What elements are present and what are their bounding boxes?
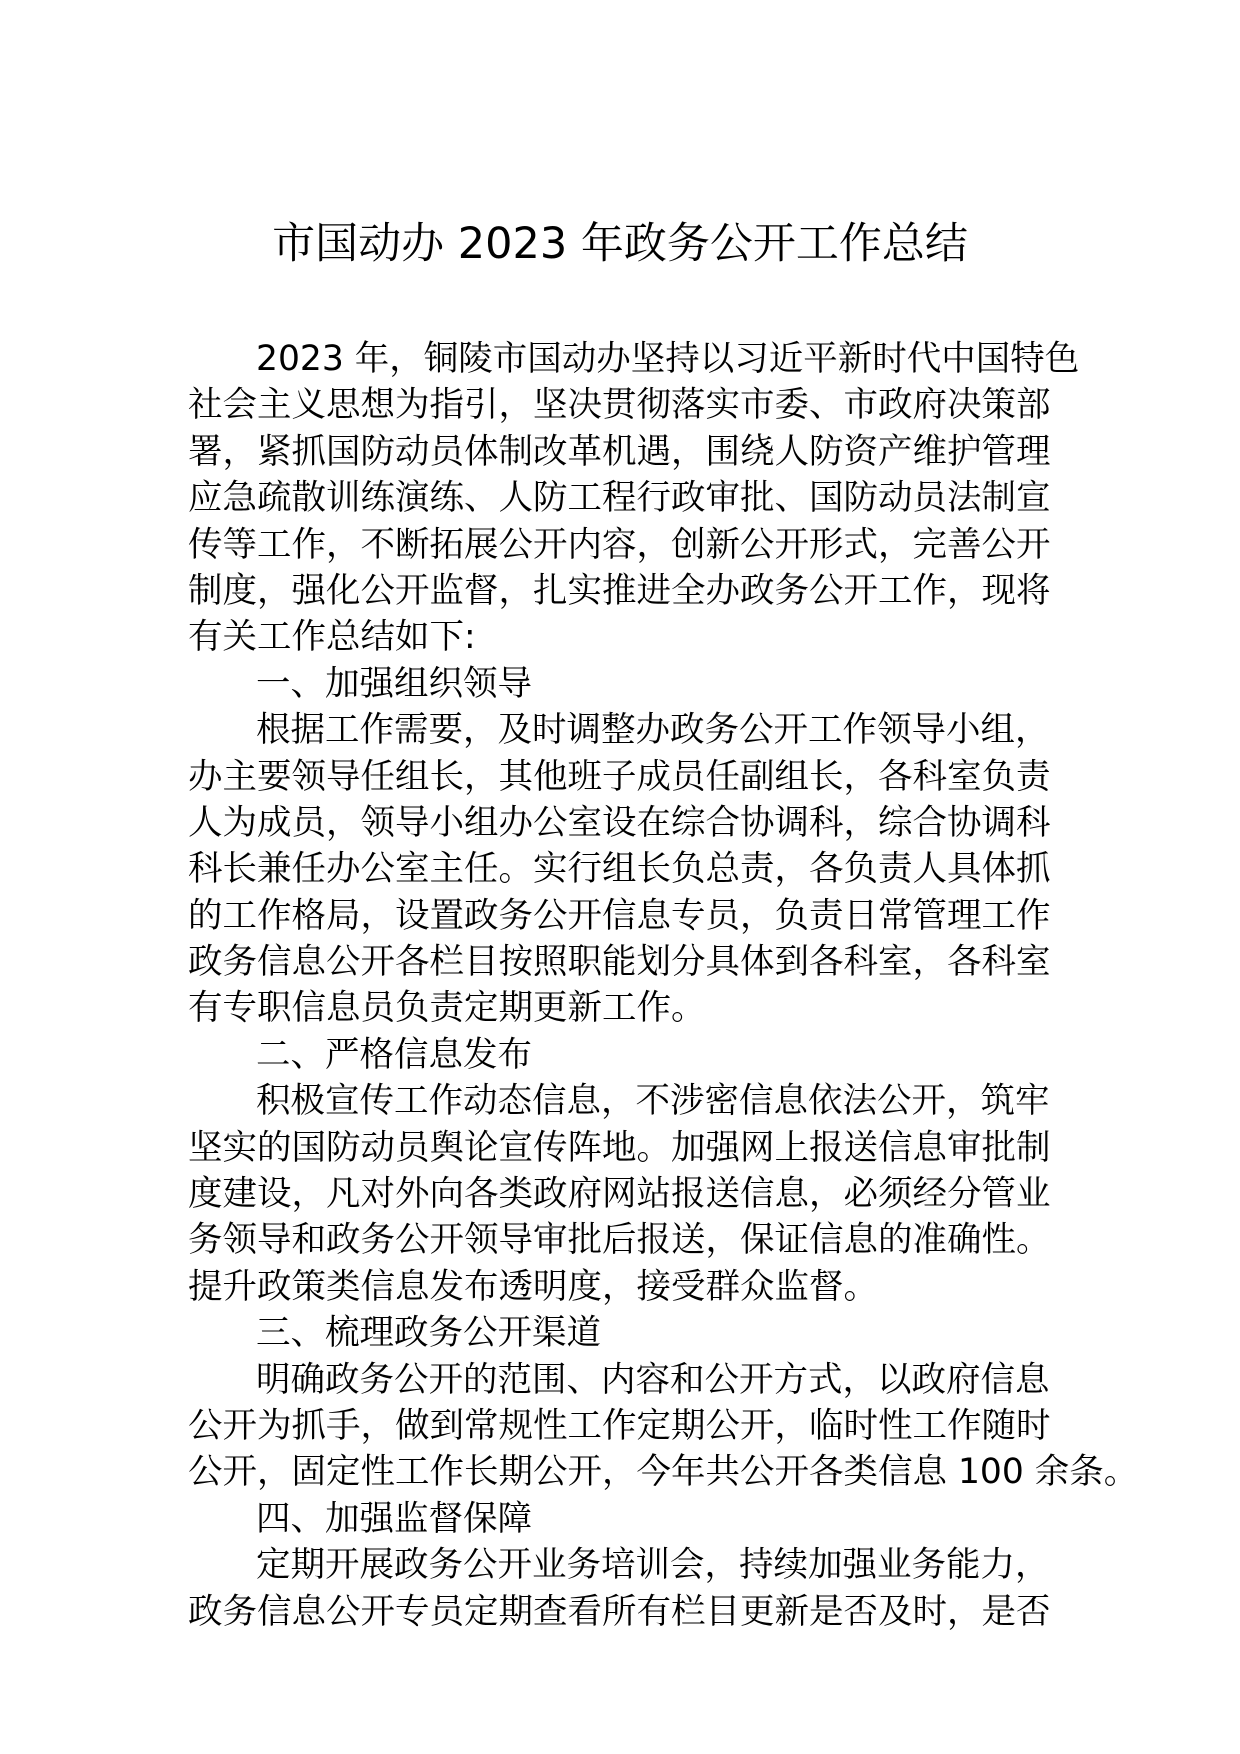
body-line: 署，紧抓国防动员体制改革机遇，围绕人防资产维护管理	[188, 431, 1051, 472]
body-line: 2023 年，铜陵市国动办坚持以习近平新时代中国特色	[256, 339, 1080, 379]
body-line: 的工作格局，设置政务公开信息专员，负责日常管理工作	[188, 895, 1051, 936]
body-line: 定期开展政务公开业务培训会，持续加强业务能力，	[256, 1545, 1050, 1586]
body-line: 度建设，凡对外向各类政府网站报送信息，必须经分管业	[188, 1174, 1051, 1215]
body-line: 科长兼任办公室主任。实行组长负总责，各负责人具体抓	[188, 849, 1051, 890]
body-line: 积极宣传工作动态信息，不涉密信息依法公开，筑牢	[256, 1081, 1050, 1122]
body-line: 政务信息公开专员定期查看所有栏目更新是否及时，是否	[188, 1591, 1051, 1632]
body-line: 应急疏散训练演练、人防工程行政审批、国防动员法制宣	[188, 478, 1051, 519]
body-line: 明确政务公开的范围、内容和公开方式，以政府信息	[256, 1359, 1050, 1400]
body-line: 政务信息公开各栏目按照职能划分具体到各科室，各科室	[188, 942, 1051, 983]
body-line: 提升政策类信息发布透明度，接受群众监督。	[188, 1266, 878, 1307]
body-line: 传等工作，不断拓展公开内容，创新公开形式，完善公开	[188, 524, 1051, 565]
body-line: 一、加强组织领导	[256, 663, 532, 704]
body-line: 办主要领导任组长，其他班子成员任副组长，各科室负责	[188, 756, 1051, 797]
body-line: 制度，强化公开监督，扎实推进全办政务公开工作，现将	[188, 570, 1051, 611]
body-line: 公开为抓手，做到常规性工作定期公开，临时性工作随时	[188, 1405, 1051, 1446]
body-line: 有专职信息员负责定期更新工作。	[188, 988, 706, 1029]
body-line: 有关工作总结如下:	[188, 617, 476, 658]
body-line: 人为成员，领导小组办公室设在综合协调科，综合协调科	[188, 802, 1051, 843]
body-line: 务领导和政务公开领导审批后报送，保证信息的准确性。	[188, 1220, 1051, 1261]
body-line: 四、加强监督保障	[256, 1498, 532, 1539]
document-body	[188, 336, 1139, 1635]
body-line: 根据工作需要，及时调整办政务公开工作领导小组，	[256, 710, 1050, 751]
body-line: 坚实的国防动员舆论宣传阵地。加强网上报送信息审批制	[188, 1127, 1051, 1168]
body-line: 社会主义思想为指引，坚决贯彻落实市委、市政府决策部	[188, 385, 1051, 426]
body-line: 公开，固定性工作长期公开，今年共公开各类信息 100 余条。	[188, 1452, 1139, 1493]
body-line: 三、梳理政务公开渠道	[256, 1313, 601, 1354]
document-title: 市国动办 2023 年政务公开工作总结	[272, 219, 968, 269]
body-line: 二、严格信息发布	[256, 1034, 532, 1075]
